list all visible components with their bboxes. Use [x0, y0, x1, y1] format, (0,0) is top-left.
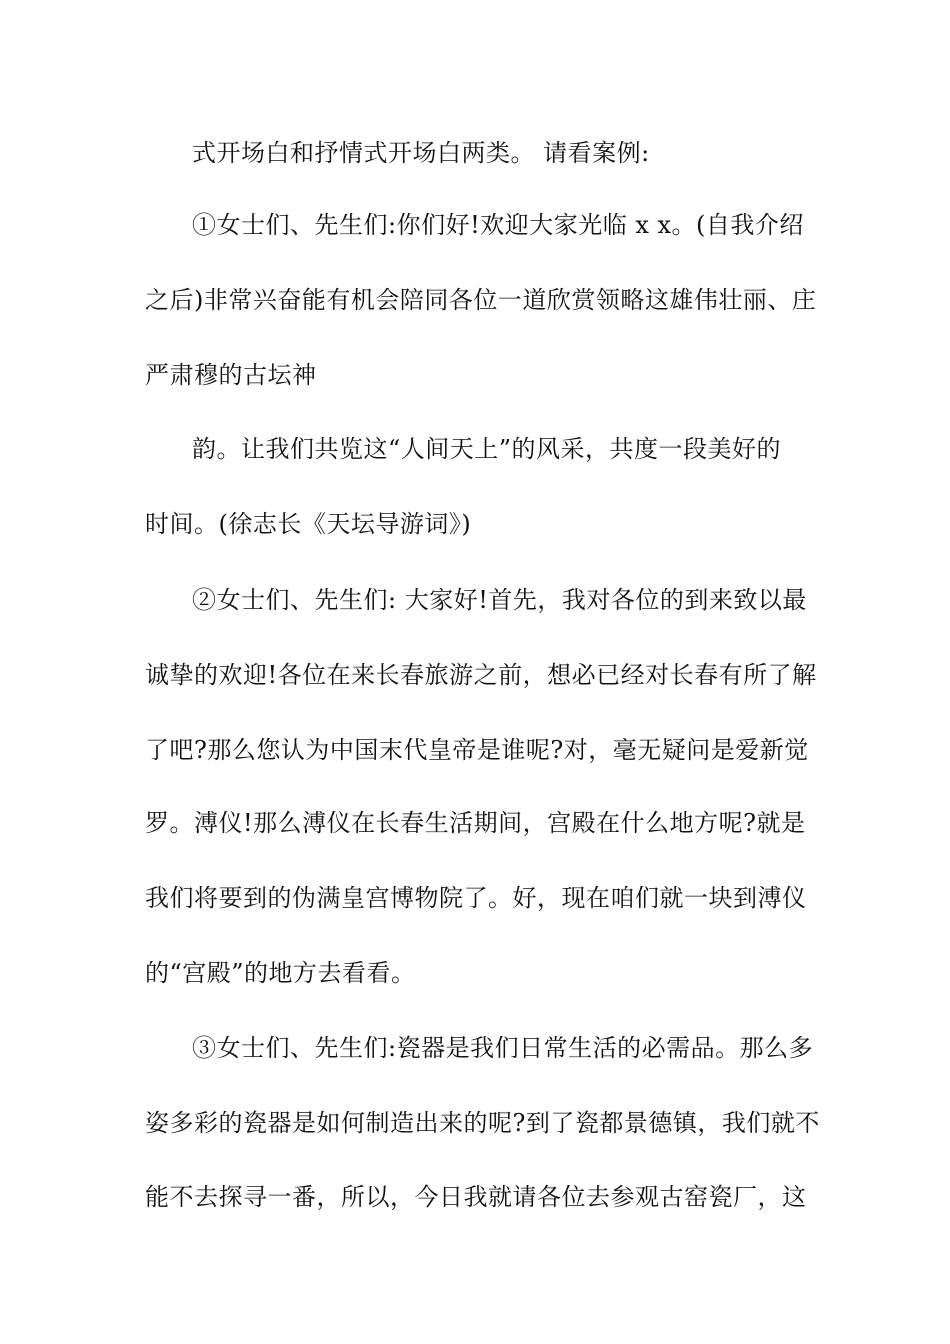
text-line: 时间。(徐志长《天坛导游词》) [145, 510, 472, 538]
text-line: 罗。溥仪!那么溥仪在长春生活期间，宫殿在什么地方呢?就是 [145, 809, 806, 837]
text-line: 韵。让我们共览这“人间天上”的风采，共度一段美好的 [192, 435, 782, 463]
text-line: ①女士们、先生们:你们好!欢迎大家光临 x x。(自我介绍 [192, 211, 804, 239]
text-line: 严肃穆的古坛神 [145, 361, 317, 389]
text-line: 之后)非常兴奋能有机会陪同各位一道欣赏领略这雄伟壮丽、庄 [145, 286, 817, 314]
text-line: 姿多彩的瓷器是如何制造出来的呢?到了瓷都景德镇，我们就不 [145, 1109, 820, 1137]
text-line: 诚挚的欢迎!各位在来长春旅游之前，想必已经对长春有所了解 [145, 661, 817, 689]
text-line: 能不去探寻一番，所以，今日我就请各位去参观古窑瓷厂，这 [145, 1183, 807, 1211]
text-line: 的“宫殿”的地方去看看。 [145, 959, 416, 987]
text-line: 我们将要到的伪满皇宫博物院了。好，现在咱们就一块到溥仪 [145, 884, 807, 912]
text-line: ②女士们、先生们: 大家好!首先，我对各位的到来致以最 [192, 586, 807, 614]
text-line: 式开场白和抒情式开场白两类。 请看案例: [192, 139, 650, 167]
text-line: 了吧?那么您认为中国末代皇帝是谁呢?对，毫无疑问是爱新觉 [145, 736, 809, 764]
text-line: ③女士们、先生们:瓷器是我们日常生活的必需品。那么多 [192, 1034, 814, 1062]
